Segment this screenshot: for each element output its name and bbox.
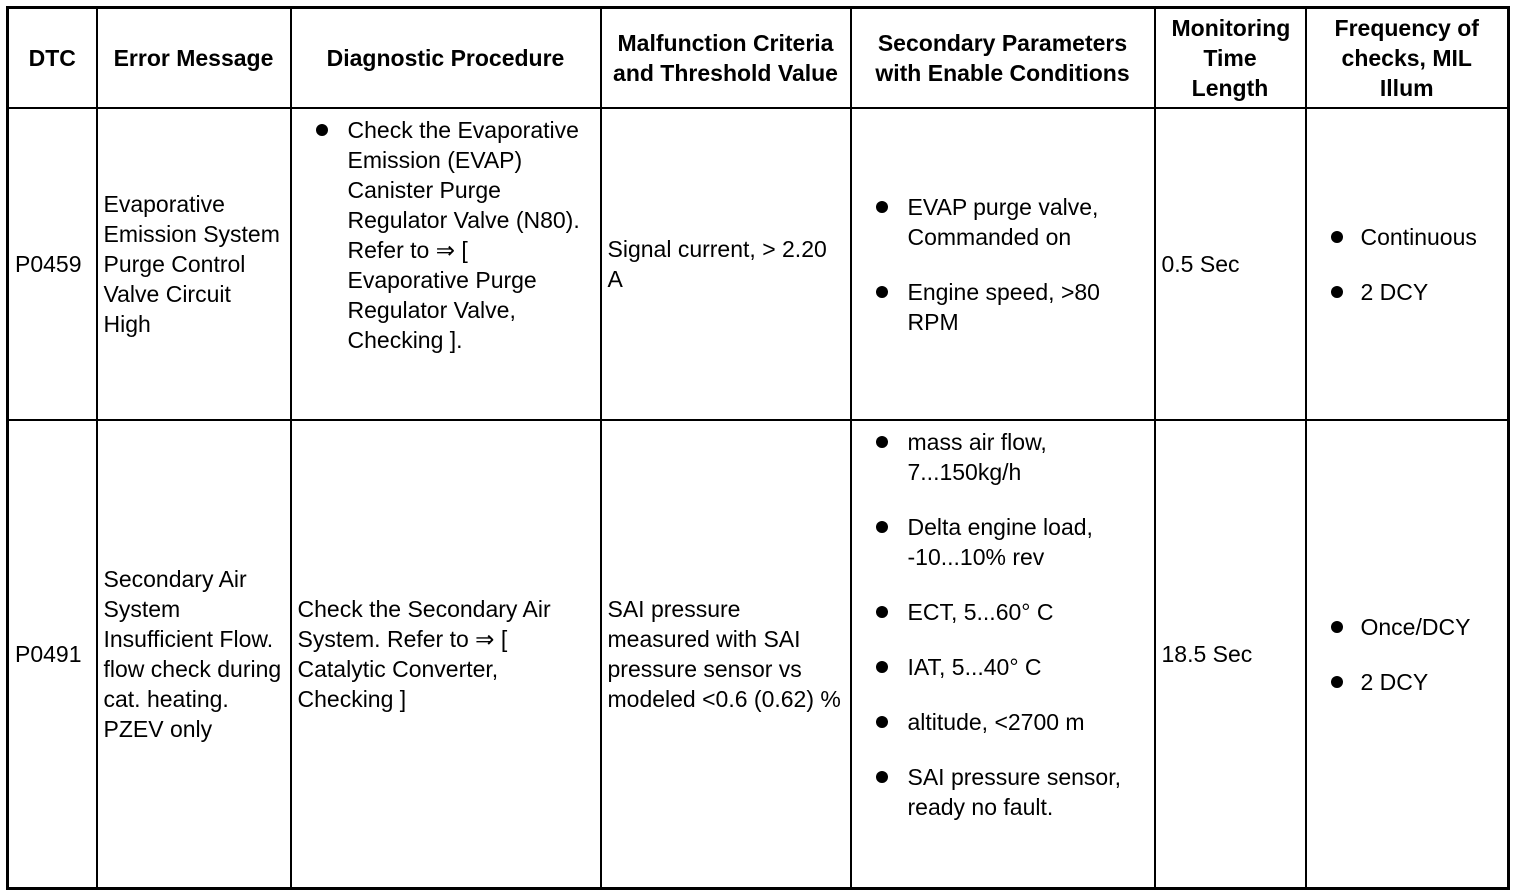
bullet-icon — [876, 201, 888, 213]
table-row — [8, 420, 1509, 889]
bullet-icon — [1331, 231, 1343, 243]
table-row — [8, 108, 1509, 420]
secondary-parameters — [851, 108, 1155, 420]
bullet-icon — [876, 716, 888, 728]
bullet-icon — [1331, 676, 1343, 688]
list-item — [1313, 612, 1502, 642]
error-message: Secondary Air System Insufficient Flow. flow check during cat. heating. PZEV only — [97, 420, 291, 889]
parameter-text: EVAP purge valve, Commanded on — [907, 193, 1099, 250]
diagnostic-procedure: Check the Secondary Air System. Refer to ⇒ [ Catalytic Converter, Checking ] — [291, 420, 601, 889]
list-item — [298, 115, 594, 355]
dtc-code: P0491 — [8, 420, 97, 889]
bullet-icon — [1331, 286, 1343, 298]
frequency-text: Once/DCY — [1360, 613, 1471, 640]
secondary-parameters-list — [858, 192, 1148, 337]
frequency-text: Continuous — [1360, 223, 1477, 250]
frequency-list — [1313, 222, 1502, 307]
bullet-icon — [876, 771, 888, 783]
bullet-icon — [876, 661, 888, 673]
diagnostic-procedure-text: Check the Evaporative Emission (EVAP) Canister Purge Regulator Valve (N80). Refer to ⇒ [ Evaporative Purge Regulator Valve, Checking ]. — [347, 117, 580, 353]
parameter-text: mass air flow, 7...150kg/h — [907, 429, 1047, 485]
dtc-table — [6, 6, 1510, 890]
list-item — [858, 192, 1148, 252]
list-item — [858, 512, 1148, 572]
bullet-icon — [876, 521, 888, 533]
list-item — [1313, 277, 1502, 307]
bullet-icon — [316, 124, 328, 136]
bullet-icon — [1331, 621, 1343, 633]
parameter-text: Delta engine load, -10...10% rev — [907, 514, 1093, 570]
parameter-text: ECT, 5...60° C — [907, 599, 1054, 625]
list-item — [858, 277, 1148, 337]
malfunction-criteria: Signal current, > 2.20 A — [601, 108, 851, 420]
secondary-parameters — [851, 420, 1155, 889]
parameter-text: SAI pressure sensor, ready no fault. — [907, 764, 1121, 820]
list-item — [858, 707, 1148, 737]
header-secondary-parameters: Secondary Parameters with Enable Conditions — [851, 8, 1155, 109]
list-item — [1313, 667, 1502, 697]
secondary-parameters-list — [858, 427, 1148, 822]
frequency — [1306, 108, 1509, 420]
list-item — [858, 652, 1148, 682]
parameter-text: IAT, 5...40° C — [907, 654, 1042, 680]
header-monitoring-time: Monitoring Time Length — [1155, 8, 1306, 109]
header-frequency: Frequency of checks, MIL Illum — [1306, 8, 1509, 109]
bullet-icon — [876, 606, 888, 618]
table-header-row — [8, 8, 1509, 109]
header-error-message: Error Message — [97, 8, 291, 109]
list-item — [858, 427, 1148, 487]
parameter-text: altitude, <2700 m — [907, 709, 1085, 735]
error-message: Evaporative Emission System Purge Control Valve Circuit High — [97, 108, 291, 420]
list-item — [1313, 222, 1502, 252]
header-malfunction-criteria: Malfunction Criteria and Threshold Value — [601, 8, 851, 109]
diagnostic-procedure — [291, 108, 601, 420]
monitoring-time: 0.5 Sec — [1155, 108, 1306, 420]
monitoring-time: 18.5 Sec — [1155, 420, 1306, 889]
frequency-text: 2 DCY — [1360, 668, 1429, 695]
list-item — [858, 762, 1148, 822]
header-diagnostic-procedure: Diagnostic Procedure — [291, 8, 601, 109]
dtc-code: P0459 — [8, 108, 97, 420]
frequency-text: 2 DCY — [1360, 278, 1429, 305]
bullet-icon — [876, 286, 888, 298]
header-dtc: DTC — [8, 8, 97, 109]
frequency — [1306, 420, 1509, 889]
frequency-list — [1313, 612, 1502, 697]
malfunction-criteria: SAI pressure measured with SAI pressure sensor vs modeled <0.6 (0.62) % — [601, 420, 851, 889]
list-item — [858, 597, 1148, 627]
bullet-icon — [876, 436, 888, 448]
parameter-text: Engine speed, >80 RPM — [907, 278, 1100, 335]
diagnostic-procedure-list — [298, 115, 594, 355]
